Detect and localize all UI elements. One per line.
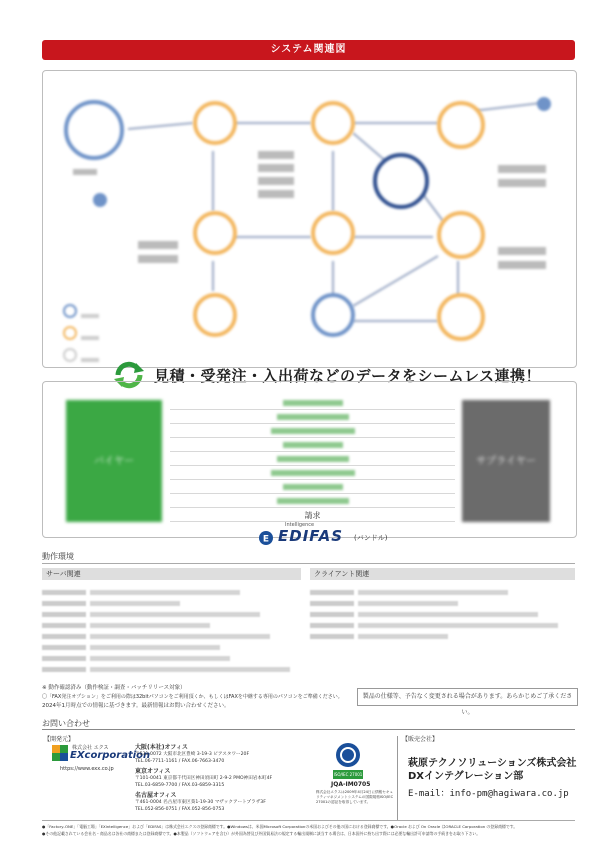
flow-row: [170, 412, 455, 425]
contact-divider: [397, 736, 398, 820]
svg-text:E: E: [262, 534, 270, 545]
contact-rule: [42, 729, 575, 730]
flow-row-blurred-text: [283, 400, 343, 406]
footer-note-1: ●「Factory-ONE」「電脳工場」「EXintelligence」および「EDIFAS」は株式会社エクスの登録商標です。●Windowsは、米国Microsoft Corporationの米国およびその他の国における登録商標です。●Oracle および On Oracle はORACLE Corporation の登録商標です。: [42, 824, 518, 829]
env-row-key: [42, 645, 86, 650]
env-row-key: [310, 634, 354, 639]
dev-label: 【開発元】: [44, 736, 75, 743]
node-receipt: [311, 211, 355, 255]
cert-label: JQA-IM0705: [331, 781, 371, 788]
offices: [135, 744, 325, 816]
env-row-key: [42, 601, 86, 606]
node-order: [311, 101, 355, 145]
env-row-key: [42, 590, 86, 595]
flow-arrow-line: [170, 479, 455, 480]
flow-row-label: 請求: [304, 511, 321, 520]
note-1: ※ 動作確認済み（動作検証・調査・バッチリリース対象）: [42, 685, 186, 691]
dev-company: EXcorporation: [70, 750, 151, 761]
flow-row-blurred-text: [283, 484, 343, 490]
env-row-key: [42, 623, 86, 628]
env-row-value: [90, 601, 180, 606]
cert-text: 株式会社エクスは2009年4月24日に情報セキュリティマネジメントシステムの国際規格ISO/IEC 27001の認証を取得しています。: [316, 790, 394, 804]
office-name: 名古屋オフィス: [135, 792, 177, 799]
flow-arrow-line: [170, 437, 455, 438]
edifas-prefix: Intelligence: [285, 522, 315, 528]
env-row: [42, 580, 301, 591]
system-diagram: [42, 70, 577, 368]
sales-email[interactable]: E-mail：info-pm@hagiwara.co.jp: [408, 789, 569, 799]
node-sales: [373, 153, 429, 209]
env-row-key: [42, 656, 86, 661]
office-name: 東京オフィス: [135, 768, 171, 775]
env-row-value: [90, 634, 270, 639]
node-shipping: [193, 211, 237, 255]
iso-badge: ISO/IEC 27001: [333, 772, 363, 777]
dev-url[interactable]: https://www.exx.co.jp: [60, 766, 114, 772]
flow-arrow-line: [170, 409, 455, 410]
ex-logo-icon: [52, 745, 68, 761]
flow-arrow-line: [170, 451, 455, 452]
env-row-key: [310, 590, 354, 595]
flow-row: [170, 426, 455, 439]
buyer-box: [66, 400, 162, 522]
footer-note-2: ●その他記載されている会社名・商品名は各社の商標または登録商標です。●本製品（ソフトウェアを含む）が外国為替及び外国貿易法の規定する輸出規制に該当する場合は、日本国外に持ち出す際には必要な輸出許可申請等の手続きをお取り下さい。: [42, 831, 481, 836]
env-row-value: [90, 667, 290, 672]
flow-row-blurred-text: [277, 498, 349, 504]
node-receive-order: [437, 101, 485, 149]
flow-row: [170, 454, 455, 467]
node-purchase: [311, 293, 355, 337]
sales-label: 【販売会社】: [402, 736, 439, 743]
flow-arrow-line: [170, 507, 455, 508]
sales-dept: DXインテグレーション部: [408, 771, 524, 782]
section-header: システム関連図: [42, 40, 575, 60]
flow-row-blurred-text: [277, 414, 349, 420]
edifas-brand: EDIFAS: [278, 527, 344, 545]
supplier-label: サプライヤー: [476, 456, 536, 467]
flow-arrow-line: [170, 423, 455, 424]
office-tel: TEL.052-856-0751 / FAX.052-856-0753: [135, 807, 225, 812]
env-row-key: [310, 601, 354, 606]
env-row-value: [90, 590, 240, 595]
supplier-box: [462, 400, 550, 522]
office-tel: TEL.06-7711-1161 / FAX.06-7663-3470: [135, 759, 225, 764]
node-production-plan: [64, 100, 124, 160]
flow-row: [170, 496, 455, 509]
flow-row-blurred-text: [271, 470, 355, 476]
flow-row: [170, 468, 455, 481]
diagram-lines: [43, 71, 576, 367]
note-2: 〇「FAX発注オプション」をご利用の際は32bitパソコンをご利用頂くか、もしくはFAXを中継する専用のパソコンをご準備ください。: [42, 694, 343, 700]
server-env: [42, 568, 301, 668]
office-addr: 〒101-0041 東京都千代田区神田須田町 2-9-2 PMO神田岩本町4F: [135, 776, 273, 781]
env-row-value: [358, 612, 538, 617]
flow-row-blurred-text: [277, 456, 349, 462]
flow-row: [170, 440, 455, 453]
office-addr: 〒461-0004 名古屋市東区葵1-19-30 マザックアートプラザ3F: [135, 800, 266, 805]
env-title: 動作環境: [42, 552, 74, 561]
node-estimate: [193, 101, 237, 145]
office-block: [135, 744, 325, 765]
env-row-key: [310, 623, 354, 628]
flow-row-blurred-text: [271, 428, 355, 434]
flow-arrow-line: [170, 465, 455, 466]
env-rule: [42, 563, 575, 564]
flow-arrow-line: [170, 493, 455, 494]
env-row-key: [310, 612, 354, 617]
jqa-cert-icon: [336, 743, 360, 767]
node-shipment: [437, 293, 485, 341]
env-row-value: [90, 645, 220, 650]
note-3: 2024年1月時点での情報に基づきます。最新情報はお問い合わせください。: [42, 703, 230, 709]
env-row-key: [42, 634, 86, 639]
env-row-value: [90, 612, 260, 617]
node-inspection: [193, 293, 237, 337]
contact-heading: お問い合わせ: [42, 719, 90, 728]
node-small-blue-2: [93, 193, 107, 207]
env-row-key: [42, 667, 86, 672]
env-row-value: [358, 601, 458, 606]
edifas-mark-icon: [258, 530, 274, 546]
node-inventory: [437, 211, 485, 259]
banner-text: 見積・受発注・入出荷などのデータをシームレス連携！: [154, 367, 542, 385]
env-row-value: [90, 656, 230, 661]
office-tel: TEL.03-6859-7700 / FAX.03-6859-3315: [135, 783, 225, 788]
env-row-value: [358, 590, 508, 595]
node-small-blue: [537, 97, 551, 111]
env-row-value: [358, 634, 448, 639]
office-block: [135, 768, 325, 789]
diagram-legend: [63, 303, 99, 366]
flow-row: [170, 482, 455, 495]
dev-company-small: 株式会社 エクス: [72, 745, 109, 751]
footer-rule: [42, 820, 575, 821]
flow-row: [170, 398, 455, 411]
env-row-key: [42, 612, 86, 617]
server-env-header: サーバ関連: [42, 568, 301, 580]
spec-notice: 製品の仕様等、予告なく変更される場合があります。あらかじめご了承ください。: [357, 688, 578, 706]
env-row-value: [358, 623, 558, 628]
flow-row-blurred-text: [283, 442, 343, 448]
env-notes: [42, 684, 352, 711]
office-block: [135, 792, 325, 813]
client-env: [310, 568, 575, 635]
office-addr: 〒531-0072 大阪市北区豊崎 3-19-3 ピアスタワー20F: [135, 752, 250, 757]
edifas-suffix: (バンドル): [354, 534, 388, 542]
sales-company: 萩原テクノソリューションズ株式会社: [408, 758, 577, 769]
env-row-value: [90, 623, 210, 628]
buyer-label: バイヤー: [94, 456, 134, 467]
env-row: [310, 580, 575, 591]
office-name: 大阪(本社)オフィス: [135, 744, 188, 751]
footer-notes: [42, 823, 582, 837]
client-env-header: クライアント関連: [310, 568, 575, 580]
